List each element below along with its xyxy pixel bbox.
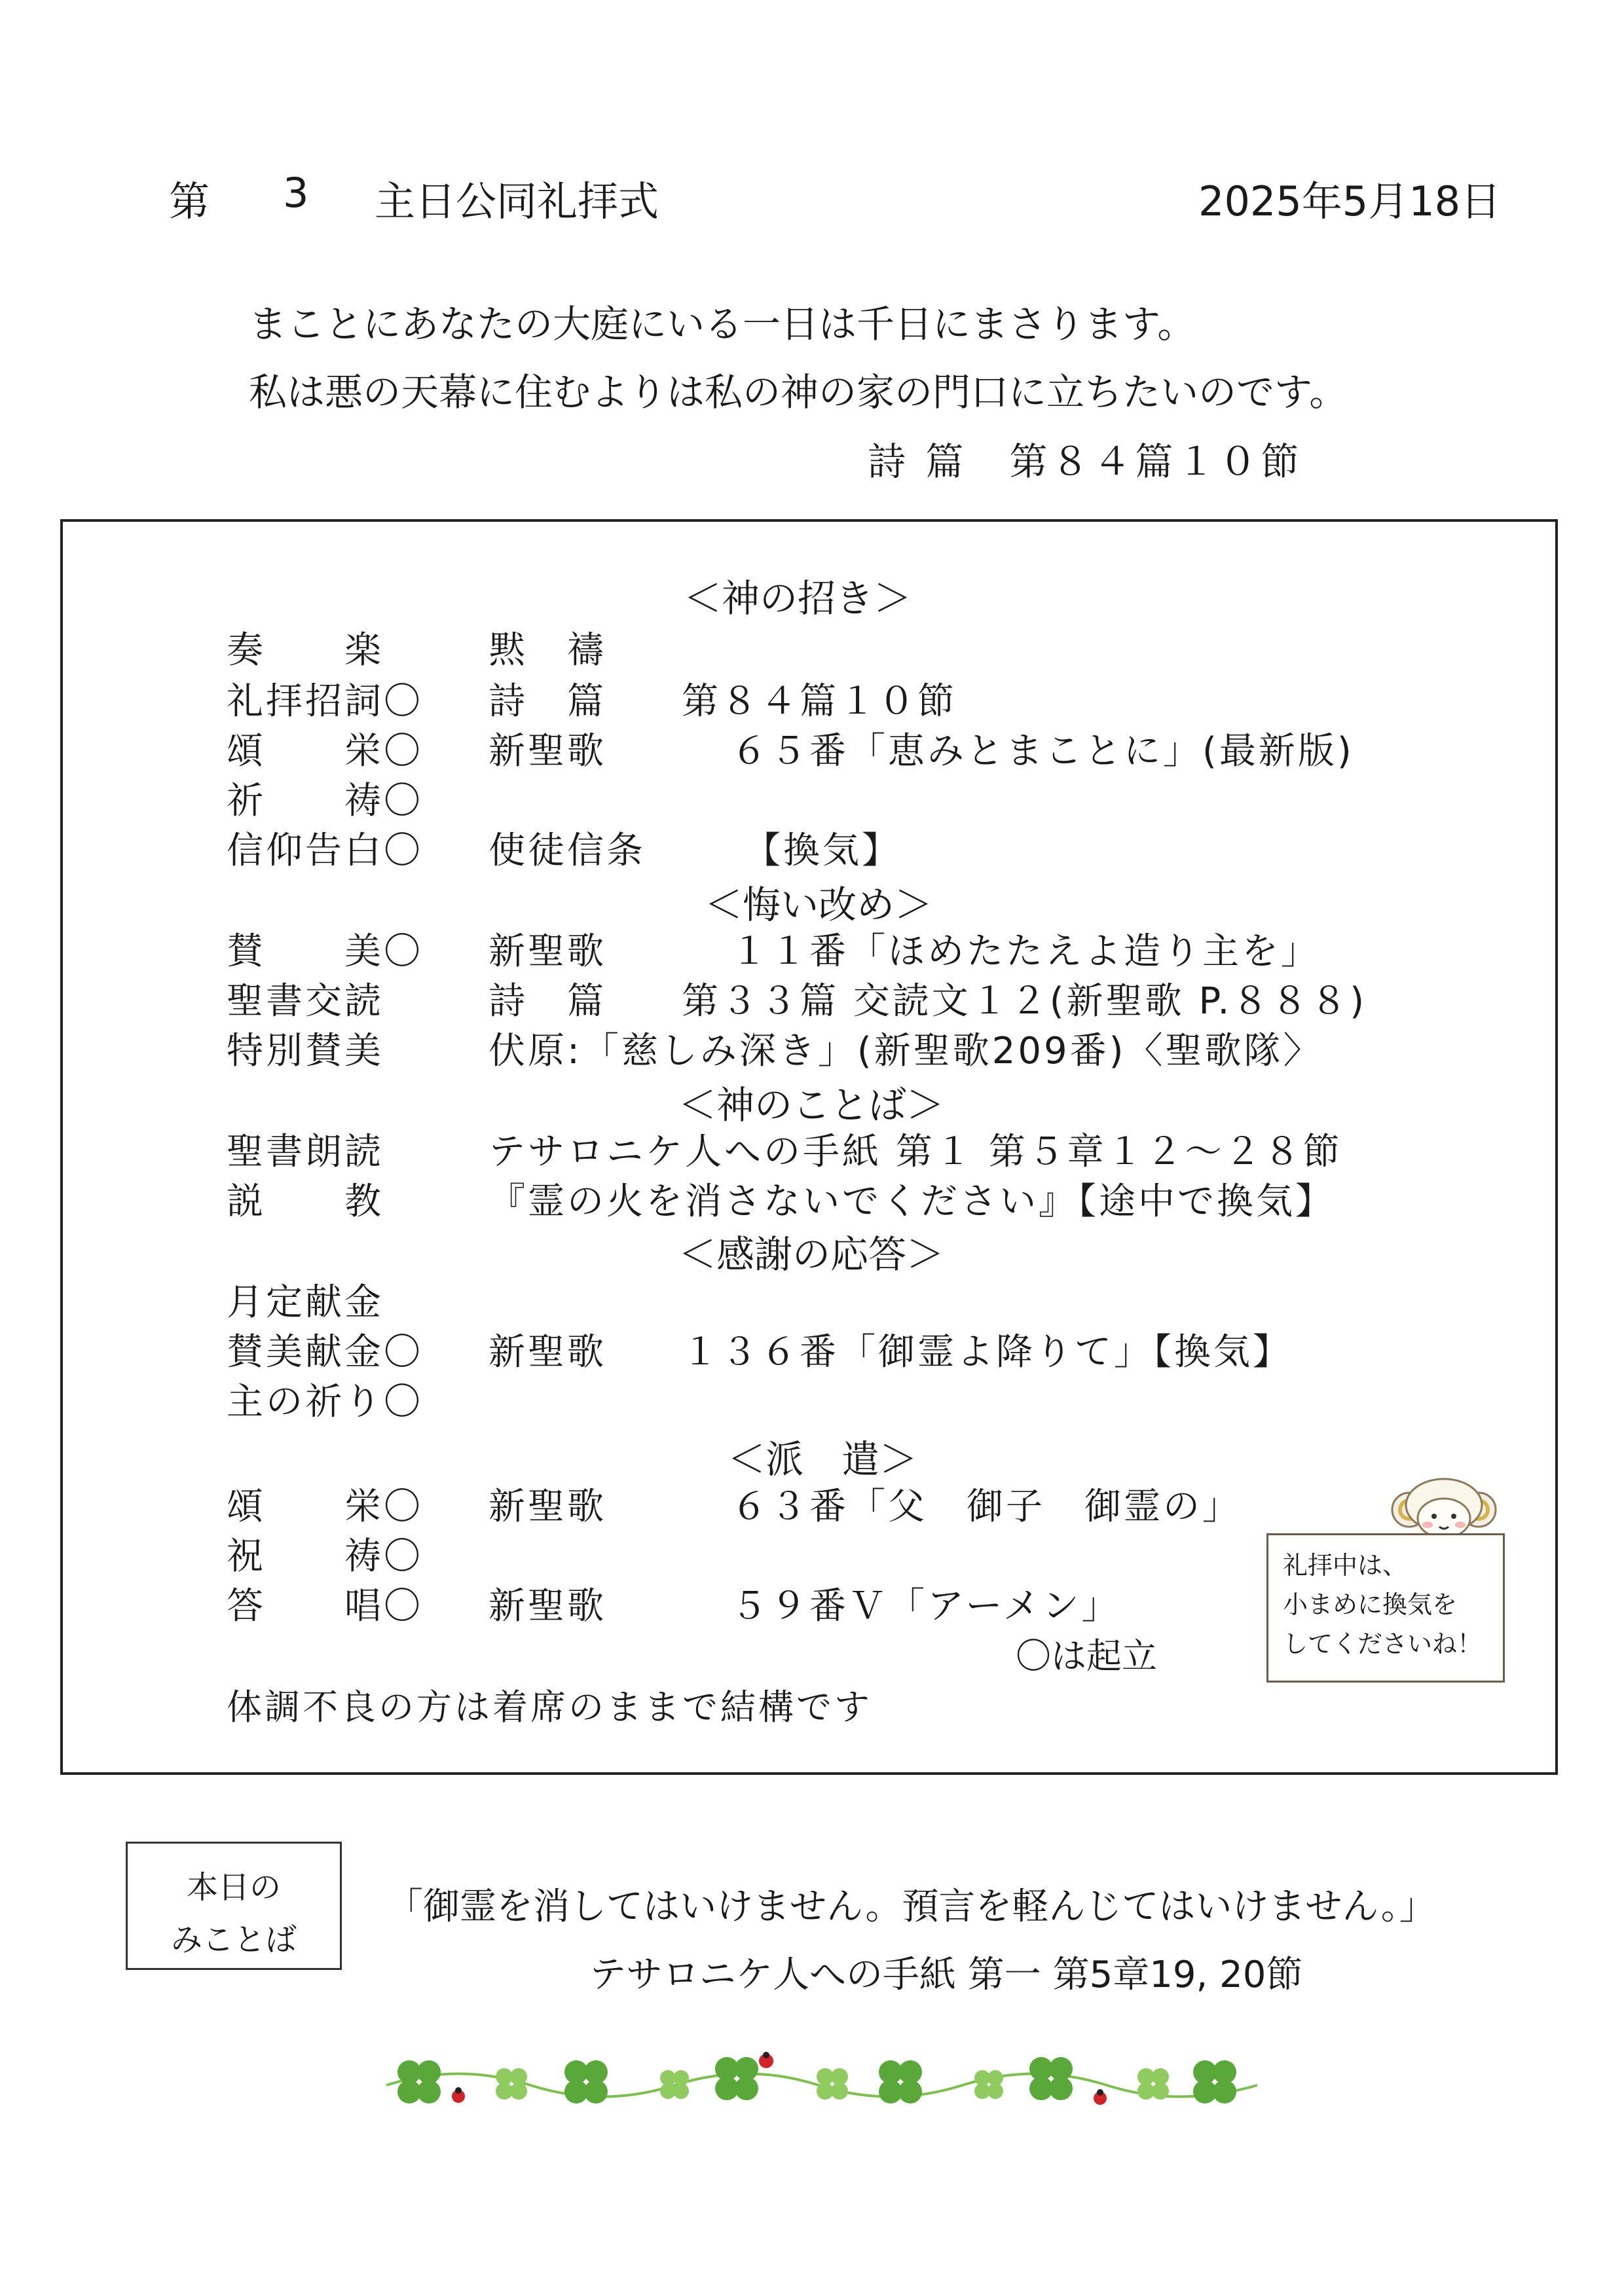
footer-note: 体調不良の方は着席のままで結構です <box>227 1686 872 1728</box>
item-label: 祝 祷 <box>227 1535 384 1578</box>
order-item <box>227 1123 1536 1173</box>
standing-mark: 〇 <box>384 780 420 822</box>
clover-icon <box>1193 2060 1236 2104</box>
section-response: ＜感謝の応答＞ <box>678 1232 945 1277</box>
item-label: 主の祈り <box>227 1381 384 1423</box>
section-word: ＜神のことば＞ <box>678 1083 945 1127</box>
order-item <box>227 822 1536 872</box>
item-detail: テサロニケ人への手紙 第１ 第５章１２～２８節 <box>489 1131 1342 1173</box>
item-label: 聖書交読 <box>227 980 384 1023</box>
order-item <box>227 1373 1536 1423</box>
item-detail: 新聖歌 <box>489 1485 606 1528</box>
order-item <box>227 1173 1536 1223</box>
todays-word-label-line-2: みことば <box>170 1922 297 1958</box>
order-item <box>227 672 1536 723</box>
note-line-1: 礼拝中は、 <box>1283 1551 1408 1580</box>
item-detail: 詩 篇 <box>489 980 606 1023</box>
item-extra: ６３番「父 御子 御霊の」 <box>731 1485 1242 1528</box>
item-detail: 新聖歌 <box>489 730 606 773</box>
order-item <box>227 722 1536 773</box>
item-label: 月定献金 <box>227 1281 384 1324</box>
item-extra: １１番「ほめたたえよ造り主を」 <box>731 930 1320 973</box>
order-item <box>227 922 1536 973</box>
item-extra: 第３３篇 交読文１２(新聖歌 P.８８８) <box>682 980 1367 1023</box>
order-item <box>227 1022 1536 1072</box>
clover-icon <box>564 2060 608 2104</box>
clover-icon <box>397 2060 441 2104</box>
item-label: 答 唱 <box>227 1585 384 1628</box>
item-label: 説 教 <box>227 1180 384 1223</box>
standing-mark: 〇 <box>384 829 420 872</box>
order-item <box>227 972 1536 1023</box>
verse-line-2: 私は悪の天幕に住むよりは私の神の家の門口に立ちたいのです。 <box>249 370 1348 414</box>
clover-vine-decoration <box>380 2036 1270 2128</box>
item-label: 信仰告白 <box>227 829 384 872</box>
verse-line-1: まことにあなたの大庭にいる一日は千日にまさります。 <box>249 302 1196 346</box>
item-label: 頌 栄 <box>227 730 384 773</box>
clover-icon <box>496 2068 527 2100</box>
item-label: 奏 楽 <box>227 629 384 672</box>
standing-mark: 〇 <box>384 1381 420 1423</box>
order-item <box>227 772 1536 822</box>
todays-word-reference: テサロニケ人への手紙 第一 第5章19, 20節 <box>589 1954 1303 1996</box>
ladybug-icon <box>452 2087 465 2103</box>
standing-mark: 〇 <box>384 930 420 973</box>
standing-mark: 〇 <box>384 680 420 723</box>
item-label: 聖書朗読 <box>227 1131 384 1173</box>
clover-icon <box>1137 2068 1169 2100</box>
standing-note: 〇は起立 <box>1016 1635 1157 1677</box>
service-number-prefix: 第 <box>169 177 210 225</box>
item-detail: 新聖歌 <box>489 1585 606 1628</box>
ladybug-icon <box>759 2052 773 2068</box>
note-line-2: 小まめに換気を <box>1283 1590 1458 1619</box>
item-extra: 第８４篇１０節 <box>682 680 957 723</box>
item-detail: 新聖歌 <box>489 1331 606 1374</box>
section-sending: ＜派 遣＞ <box>728 1437 918 1482</box>
standing-mark: 〇 <box>384 1485 420 1528</box>
item-label: 祈 祷 <box>227 780 384 822</box>
item-label: 特別賛美 <box>227 1030 384 1072</box>
standing-mark: 〇 <box>384 1535 420 1578</box>
order-item <box>227 1323 1536 1374</box>
clover-icon <box>974 2070 1003 2099</box>
todays-word-label-line-1: 本日の <box>186 1869 281 1906</box>
standing-mark: 〇 <box>384 730 420 773</box>
clover-icon <box>1029 2057 1073 2100</box>
section-invitation: ＜神の招き＞ <box>684 576 912 621</box>
service-title: 主日公同礼拝式 <box>375 177 659 225</box>
item-label: 頌 栄 <box>227 1485 384 1528</box>
ventilation-note <box>1266 1533 1505 1683</box>
item-detail: 詩 篇 <box>489 680 606 723</box>
item-extra: １３６番「御霊よ降りて」【換気】 <box>682 1331 1292 1374</box>
verse-reference: 詩 篇 第８４篇１０節 <box>868 439 1303 484</box>
item-detail: 『霊の火を消さないでください』【途中で換気】 <box>489 1180 1335 1223</box>
service-number: 3 <box>283 169 309 217</box>
standing-mark: 〇 <box>384 1331 420 1374</box>
item-detail: 黙 禱 <box>489 629 606 672</box>
clover-icon <box>817 2068 848 2100</box>
item-extra: ５９番Ｖ「アーメン」 <box>731 1585 1121 1628</box>
item-detail: 新聖歌 <box>489 930 606 973</box>
ladybug-icon <box>1094 2089 1107 2105</box>
clover-icon <box>715 2057 758 2100</box>
section-repentance: ＜悔い改め＞ <box>705 883 933 927</box>
item-label: 賛美献金 <box>227 1331 384 1374</box>
note-line-3: してくださいね！ <box>1283 1630 1483 1658</box>
order-item <box>227 1273 1536 1324</box>
todays-word-label <box>126 1842 342 1970</box>
todays-word-quote: 「御霊を消してはいけません。預言を軽んじてはいけません。」 <box>386 1886 1436 1928</box>
item-label: 礼拝招詞 <box>227 680 384 723</box>
item-detail: 使徒信条 <box>489 829 646 872</box>
standing-mark: 〇 <box>384 1585 420 1628</box>
item-detail: 伏原:「慈しみ深き」(新聖歌209番)〈聖歌隊〉 <box>489 1030 1323 1072</box>
item-extra: ６５番「恵みとまことに」(最新版) <box>731 730 1354 773</box>
item-extra: 【換気】 <box>744 829 901 872</box>
item-label: 賛 美 <box>227 930 384 973</box>
service-date: 2025年5月18日 <box>1198 177 1502 225</box>
order-item <box>227 621 1536 672</box>
order-item <box>227 1478 1536 1528</box>
clover-icon <box>879 2060 922 2104</box>
